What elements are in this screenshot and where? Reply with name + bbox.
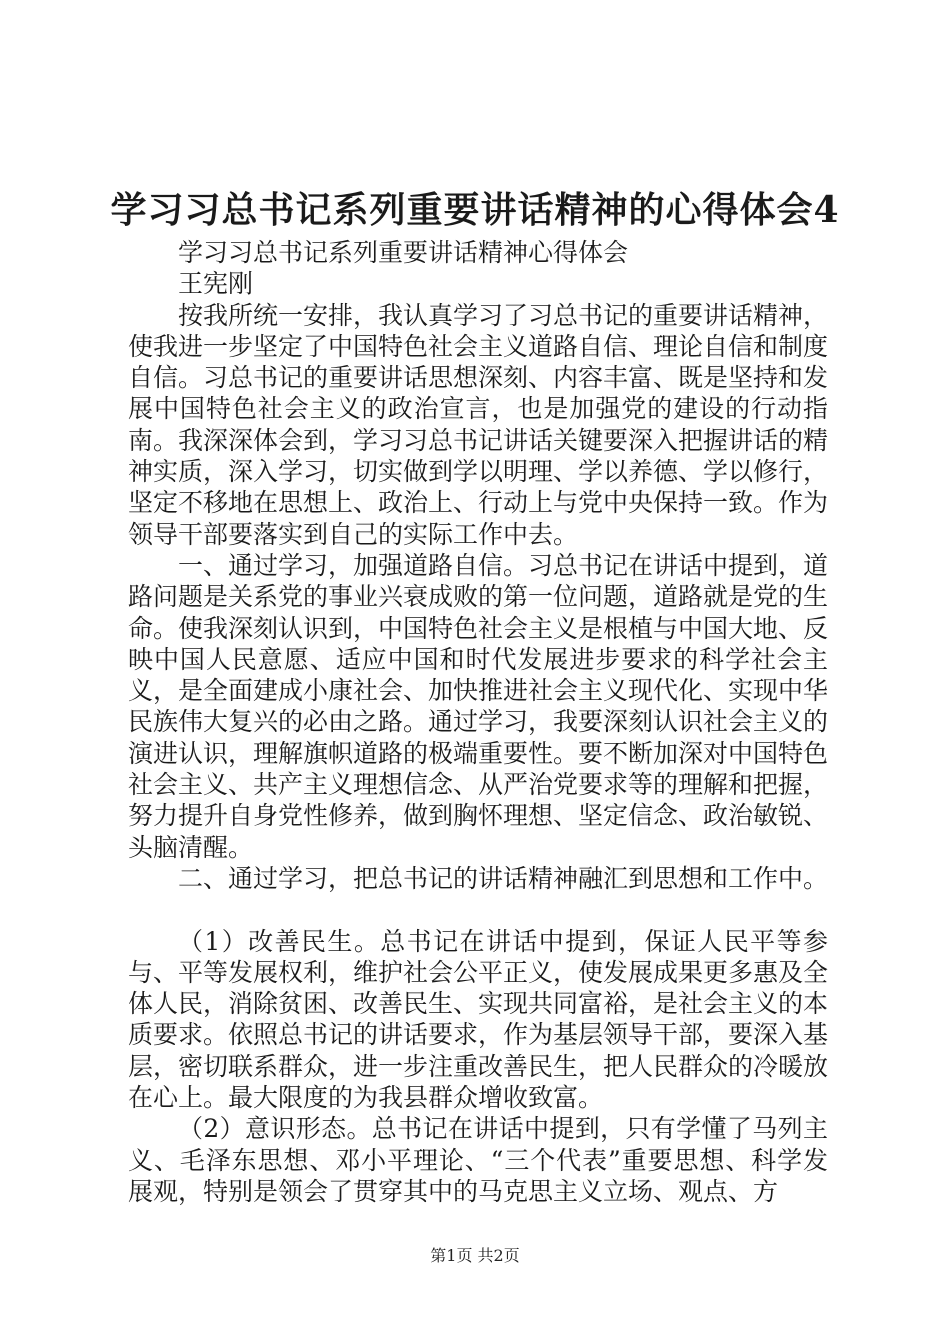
- document-title: 学习习总书记系列重要讲话精神的心得体会4: [110, 189, 840, 231]
- author-name: 王宪刚: [178, 269, 254, 299]
- subtitle: 学习习总书记系列重要讲话精神心得体会: [178, 238, 629, 267]
- paragraph: （2）意识形态。总书记在讲话中提到，只有学懂了马列主义、毛泽东思想、邓小平理论、“三个代表”重要思想、科学发展观，特别是领会了贯穿其中的马克思主义立场、观点、方: [128, 1114, 828, 1206]
- blank-line: [128, 894, 828, 925]
- paragraph: 按我所统一安排，我认真学习了习总书记的重要讲话精神，使我进一步坚定了中国特色社会主义道路自信、理论自信和制度自信。习总书记的重要讲话思想深刻、内容丰富、既是坚持和发展中国特色社会主义的政治宣言，也是加强党的建设的行动指南。我深深体会到，学习习总书记讲话关键要深入把握讲话的精神实质，深入学习，切实做到学以明理、学以养德、学以修行，坚定不移地在思想上、政治上、行动上与党中央保持一致。作为领导干部要落实到自己的实际工作中去。: [128, 300, 829, 549]
- paragraph: 一、通过学习，加强道路自信。习总书记在讲话中提到，道路问题是关系党的事业兴衰成败的第一位问题，道路就是党的生命。使我深刻认识到，中国特色社会主义是根植与中国大地、反映中国人民意愿、适应中国和时代发展进步要求的科学社会主义，是全面建成小康社会、加快推进社会主义现代化、实现中华民族伟大复兴的必由之路。通过学习，我要深刻认识社会主义的演进认识，理解旗帜道路的极端重要性。要不断加深对中国特色社会主义、共产主义理想信念、从严治党要求等的理解和把握，努力提升自身党性修养，做到胸怀理想、坚定信念、政治敏锐、头脑清醒。: [128, 550, 829, 862]
- paragraph: 二、通过学习，把总书记的讲话精神融汇到思想和工作中。: [178, 863, 829, 893]
- page-footer: 第1页 共2页: [430, 1246, 520, 1265]
- paragraph: （1）改善民生。总书记在讲话中提到，保证人民平等参与、平等发展权利，维护社会公平正义，使发展成果更多惠及全体人民，消除贫困、改善民生、实现共同富裕，是社会主义的本质要求。依照总书记的讲话要求，作为基层领导干部，要深入基层，密切联系群众，进一步注重改善民生，把人民群众的冷暖放在心上。最大限度的为我县群众增收致富。: [128, 926, 829, 1113]
- document-body: [128, 237, 828, 1207]
